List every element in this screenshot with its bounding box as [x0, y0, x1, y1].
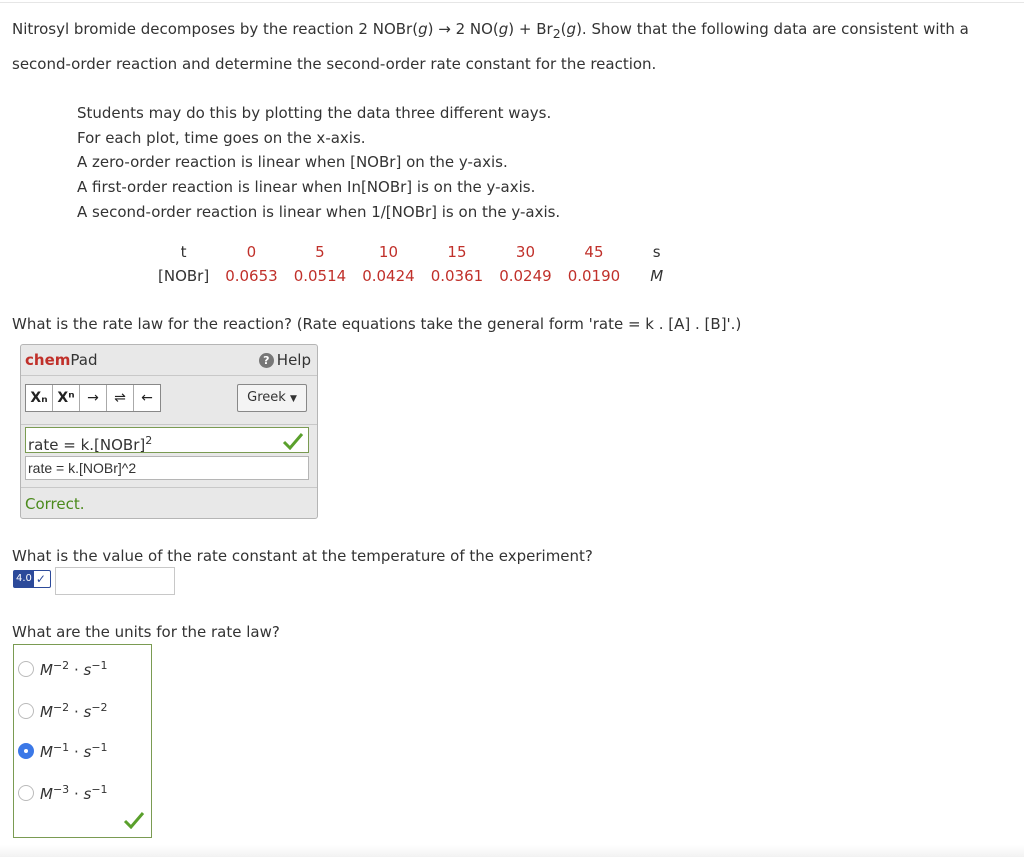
unit-label: s — [652, 243, 661, 261]
table-row-time — [150, 240, 671, 264]
unit-option[interactable] — [18, 741, 108, 761]
table-cell: 0.0653 — [225, 267, 278, 285]
table-cell: 10 — [378, 243, 398, 261]
chempad-header — [21, 345, 317, 375]
units-question: What are the units for the rate law? — [12, 623, 280, 641]
superscript-button[interactable]: Xⁿ — [53, 385, 80, 411]
unit-option-label: $M^{-2} \cdot s^{-1}$ — [40, 659, 108, 679]
chempad-answer-input[interactable]: rate = k.[NOBr]$^2$ — [25, 427, 309, 453]
radio-button[interactable] — [18, 785, 34, 801]
reaction-arrow: → — [438, 20, 451, 38]
unit-option[interactable] — [18, 783, 108, 803]
rate-constant-input[interactable] — [55, 567, 175, 595]
hint-line: Students may do this by plotting the data three different ways. — [77, 104, 552, 122]
hint-line: For each plot, time goes on the x-axis. — [77, 128, 366, 147]
format-button-group — [25, 384, 161, 412]
greek-dropdown[interactable]: Greek ▼ — [237, 384, 307, 412]
radio-button-selected[interactable] — [18, 743, 34, 759]
table-cell: 0.0424 — [362, 267, 415, 285]
table-cell: 0.0249 — [499, 267, 552, 285]
table-cell: 30 — [515, 243, 535, 261]
question-text: Nitrosyl bromide decomposes by the reaction 2 NOBr(g) → 2 $NO(g) + Br_2(g)$. Show that the following data are consistent with a second-order reaction and determine the second-order rate constant for the reaction. — [12, 20, 969, 73]
unit-option-label: $M^{-2} \cdot s^{-2}$ — [40, 701, 108, 721]
correct-feedback: Correct. — [25, 495, 85, 513]
units-options — [13, 644, 152, 838]
equilibrium-arrow-button[interactable]: ⇌ — [107, 385, 134, 411]
table-cell: 0.0514 — [293, 267, 347, 285]
bottom-fade — [0, 845, 1024, 857]
rate-constant-question: What is the value of the rate constant at the temperature of the experiment? — [12, 547, 593, 565]
unit-label: M — [650, 267, 664, 285]
check-icon — [282, 432, 304, 450]
subscript-button[interactable]: Xₙ — [26, 385, 53, 411]
table-cell: 15 — [447, 243, 467, 261]
unit-option-label: $M^{-3} \cdot s^{-1}$ — [40, 783, 108, 803]
hint-line: A second-order reaction is linear when 1/[NOBr] is on the y-axis. — [77, 202, 561, 221]
unit-option[interactable] — [18, 659, 108, 679]
row-label: t — [180, 243, 187, 261]
unit-option-label: $M^{-1} \cdot s^{-1}$ — [40, 741, 108, 761]
table-cell: 5 — [315, 243, 325, 261]
check-icon — [123, 811, 145, 829]
help-icon: ? — [259, 353, 274, 368]
hint-line: A zero-order reaction is linear when [NOBr] on the y-axis. — [77, 153, 508, 172]
hint-block — [77, 101, 560, 225]
chempad-widget — [20, 344, 318, 519]
chempad-title: chemPad — [25, 351, 98, 369]
table-row-concentration — [150, 264, 671, 288]
table-cell: 0 — [246, 243, 257, 261]
data-table — [150, 240, 671, 288]
left-arrow-button[interactable]: ← — [141, 390, 153, 406]
radio-button[interactable] — [18, 703, 34, 719]
radio-button[interactable] — [18, 661, 34, 677]
right-arrow-button[interactable]: → — [80, 385, 107, 411]
table-cell: 0.0190 — [567, 267, 621, 285]
table-cell: 0.0361 — [430, 267, 484, 285]
hint-line: A first-order reaction is linear when In[NOBr] is on the y-axis. — [77, 178, 536, 197]
row-label: [NOBr] — [158, 267, 210, 285]
help-button[interactable]: ? Help — [259, 351, 311, 369]
score-badge: 4.0 ✓ — [13, 570, 51, 588]
caret-down-icon: ▼ — [289, 394, 297, 404]
table-cell: 45 — [584, 243, 604, 261]
chempad-plain-text: rate = k.[NOBr]^2 — [25, 456, 309, 480]
unit-option[interactable] — [18, 701, 108, 721]
check-icon: ✓ — [35, 572, 46, 586]
feedback-area — [21, 487, 317, 518]
rate-law-question: What is the rate law for the reaction? (Rate equations take the general form 'rate = k . [A] . [B]'.) — [12, 315, 742, 333]
top-divider — [0, 2, 1024, 3]
chempad-toolbar — [21, 375, 317, 425]
